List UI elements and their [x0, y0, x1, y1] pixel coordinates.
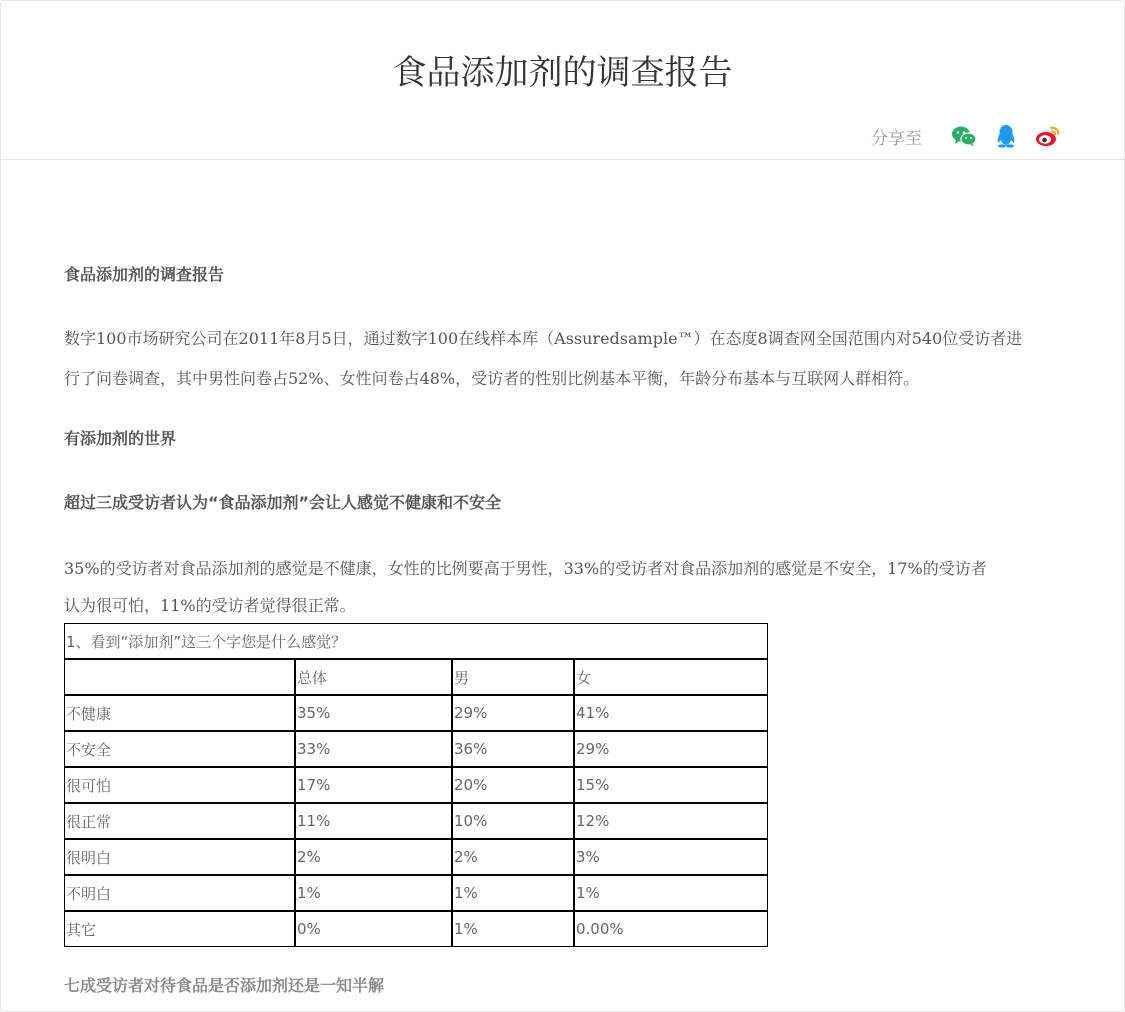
- table-cell: 17%: [295, 767, 452, 803]
- table-cell: 20%: [452, 767, 574, 803]
- table-question-row: [64, 623, 768, 659]
- table-cell: 29%: [574, 731, 768, 767]
- section-heading-health: 超过三成受访者认为“食品添加剂”会让人感觉不健康和不安全: [64, 493, 502, 512]
- table-cell: 很明白: [64, 839, 295, 875]
- page-title: 食品添加剂的调查报告: [392, 53, 733, 93]
- table-header-cell: 男: [452, 659, 574, 695]
- table-cell: 35%: [295, 695, 452, 731]
- table-cell: 2%: [452, 839, 574, 875]
- table-header-cell: [64, 659, 295, 695]
- weibo-icon[interactable]: [1034, 122, 1062, 150]
- findings-paragraph-line-2: 认为很可怕，11%的受访者觉得很正常。: [64, 596, 356, 615]
- table-row: [64, 695, 768, 731]
- section-heading-world: 有添加剂的世界: [64, 429, 177, 448]
- table-cell: 10%: [452, 803, 574, 839]
- table-cell: 11%: [295, 803, 452, 839]
- survey-table: [64, 623, 768, 947]
- table-cell: 1%: [574, 875, 768, 911]
- article-heading: 食品添加剂的调查报告: [64, 265, 225, 284]
- article-header: [1, 1, 1124, 160]
- table-cell: 0.00%: [574, 911, 768, 947]
- table-row: [64, 875, 768, 911]
- qq-icon[interactable]: [992, 122, 1020, 150]
- table-cell: 1%: [452, 875, 574, 911]
- table-cell: 不健康: [64, 695, 295, 731]
- share-label: 分享至: [871, 128, 922, 149]
- wechat-icon[interactable]: [950, 122, 978, 150]
- table-header-cell: 总体: [295, 659, 452, 695]
- table-cell: 12%: [574, 803, 768, 839]
- table-row: [64, 911, 768, 947]
- table-cell: 2%: [295, 839, 452, 875]
- table-cell: 0%: [295, 911, 452, 947]
- table-header-row: [64, 659, 768, 695]
- table-cell: 15%: [574, 767, 768, 803]
- share-bar: [871, 121, 1062, 151]
- table-question: 1、看到“添加剂”这三个字您是什么感觉？: [64, 623, 768, 659]
- table-row: [64, 767, 768, 803]
- table-row: [64, 731, 768, 767]
- table-row: [64, 839, 768, 875]
- table-cell: 其它: [64, 911, 295, 947]
- findings-paragraph-line-1: 35%的受访者对食品添加剂的感觉是不健康，女性的比例要高于男性，33%的受访者对食品添加剂的感觉是不安全，17%的受访者: [64, 559, 987, 578]
- table-header-cell: 女: [574, 659, 768, 695]
- table-cell: 不明白: [64, 875, 295, 911]
- table-cell: 36%: [452, 731, 574, 767]
- table-cell: 41%: [574, 695, 768, 731]
- table-cell: 29%: [452, 695, 574, 731]
- table-cell: 很可怕: [64, 767, 295, 803]
- intro-paragraph-line-2: 行了问卷调查，其中男性问卷占52%、女性问卷占48%，受访者的性别比例基本平衡，年龄分布基本与互联网人群相符。: [64, 369, 920, 388]
- table-cell: 1%: [295, 875, 452, 911]
- table-cell: 1%: [452, 911, 574, 947]
- table-cell: 不安全: [64, 731, 295, 767]
- table-cell: 很正常: [64, 803, 295, 839]
- cut-off-heading: 七成受访者对待食品是否添加剂还是一知半解: [64, 976, 385, 995]
- intro-paragraph-line-1: 数字100市场研究公司在2011年8月5日，通过数字100在线样本库（Assuredsample™）在态度8调查网全国范围内对540位受访者进: [64, 329, 1023, 348]
- table-cell: 3%: [574, 839, 768, 875]
- table-row: [64, 803, 768, 839]
- table-cell: 33%: [295, 731, 452, 767]
- article-body: [64, 259, 1064, 996]
